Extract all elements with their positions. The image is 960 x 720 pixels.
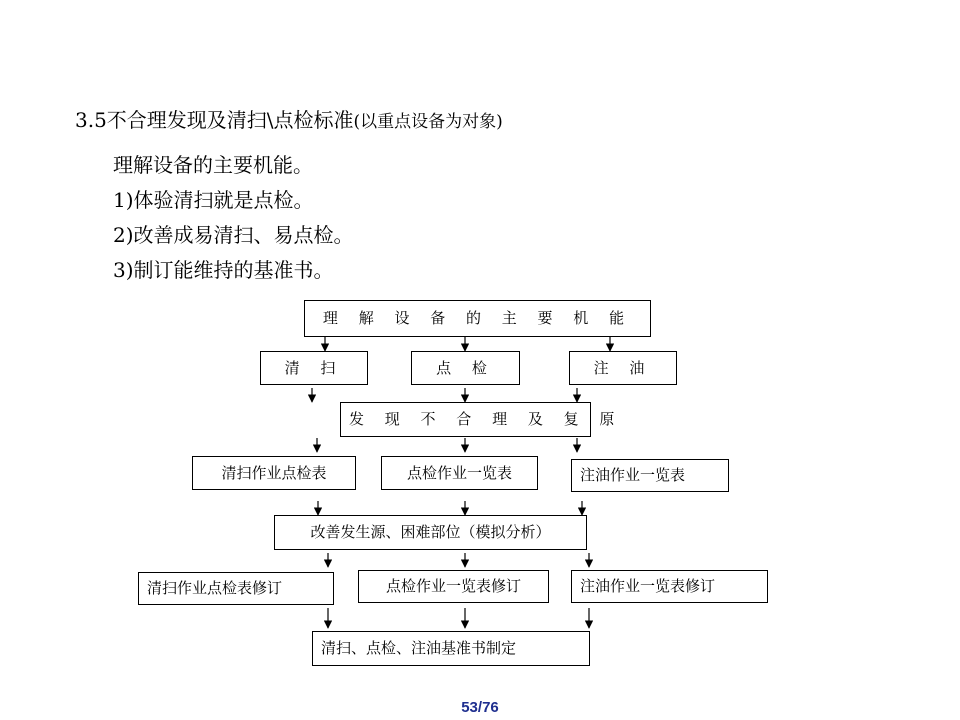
flow-box-discover [340,402,623,437]
flow-box-understand [304,300,651,337]
page-number: 53/76 [461,699,499,716]
flow-box-label: 点检作业一览表修订 [385,577,521,595]
flow-box-label: 清扫作业点检表修订 [147,579,283,597]
flow-box-label: 清扫、点检、注油基准书制定 [321,639,517,657]
flow-box-inspect-list-rev [358,570,549,603]
flow-box-label: 清 扫 [284,358,344,377]
flow-box-inspect [411,351,520,385]
flow-box-label: 注油作业一览表 [580,466,686,484]
flow-box-label: 清扫作业点检表 [221,463,327,482]
intro-line: 2)改善成易清扫、易点检。 [113,223,354,247]
flow-box-oil-list-rev [571,570,768,603]
intro-line: 理解设备的主要机能。 [113,153,313,177]
flow-box-inspect-list [381,456,538,490]
slide-title-sub: (以重点设备为对象) [353,112,503,132]
flow-box-improve [274,515,587,550]
intro-line: 3)制订能维持的基准书。 [113,258,334,282]
flow-box-standard [312,631,590,666]
flow-box-label: 点 检 [436,358,495,377]
intro-line: 1)体验清扫就是点检。 [113,188,314,212]
flow-box-oil-list [571,459,729,492]
flow-box-label: 注 油 [593,358,653,377]
flow-box-label: 注油作业一览表修订 [580,577,716,595]
flow-box-clean [260,351,368,385]
flow-box-oil [569,351,677,385]
flow-box-label: 点检作业一览表 [406,463,512,482]
flow-box-clean-checklist-rev [138,572,334,605]
flow-box-label: 改善发生源、困难部位（模拟分析） [310,523,551,541]
flow-box-clean-checklist [192,456,356,490]
slide-title-main: 3.5不合理发现及清扫\点检标准 [75,108,354,132]
flow-box-label: 理 解 设 备 的 主 要 机 能 [322,309,633,327]
flow-box-label: 发 现 不 合 理 及 复 原 [349,410,623,428]
